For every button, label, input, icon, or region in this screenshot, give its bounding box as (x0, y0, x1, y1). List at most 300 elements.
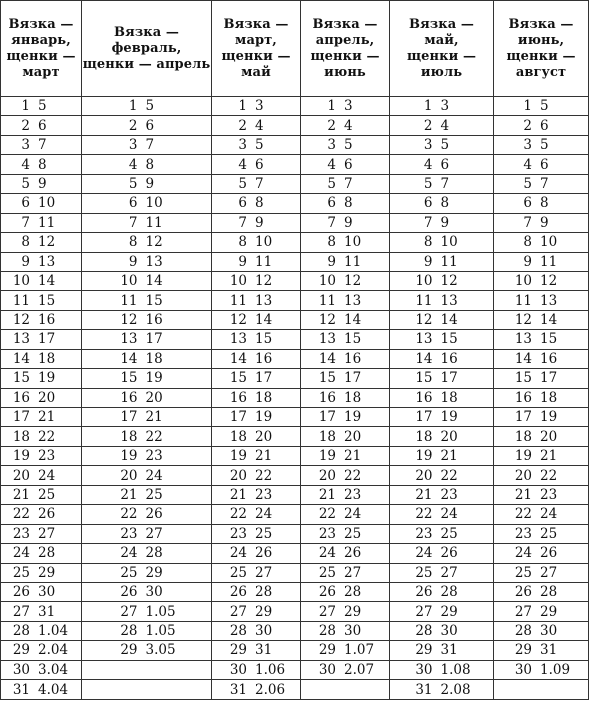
whelping-date: 9 (145, 175, 155, 192)
whelping-date: 22 (145, 428, 163, 445)
whelping-date: 24 (440, 506, 458, 523)
mating-day: 14 (318, 350, 336, 367)
whelping-date: 28 (540, 584, 558, 601)
mating-day: 25 (229, 564, 247, 581)
column-header-line: щенки — (221, 48, 291, 64)
whelping-date: 28 (344, 584, 362, 601)
date-cell (82, 621, 212, 640)
whelping-date: 5 (540, 137, 549, 154)
mating-day: 24 (318, 545, 336, 562)
mating-day: 6 (238, 195, 247, 212)
table-row (1, 544, 589, 563)
mating-day: 27 (12, 603, 30, 620)
date-cell (390, 116, 494, 135)
date-cell (390, 97, 494, 116)
mating-day: 22 (514, 506, 532, 523)
mating-day: 20 (318, 467, 336, 484)
mating-day: 10 (318, 273, 336, 290)
date-cell (212, 252, 301, 271)
mating-day: 21 (229, 486, 247, 503)
table-row (1, 155, 589, 174)
date-cell (390, 369, 494, 388)
whelping-date: 24 (38, 467, 56, 484)
table-row (1, 485, 589, 504)
mating-day: 18 (318, 428, 336, 445)
mating-day: 8 (21, 234, 30, 251)
date-cell (82, 174, 212, 193)
mating-day: 3 (523, 137, 532, 154)
whelping-date: 5 (344, 137, 353, 154)
whelping-date: 3 (344, 98, 353, 115)
mating-day: 25 (318, 564, 336, 581)
whelping-date: 4 (440, 117, 450, 134)
date-cell (82, 252, 212, 271)
mating-day: 3 (423, 137, 433, 154)
column-header-line: щенки — апрель (82, 56, 211, 72)
column-header-line: щенки — (310, 48, 380, 64)
table-row (1, 505, 589, 524)
whelping-date: 16 (38, 312, 56, 329)
mating-day: 15 (415, 370, 433, 387)
date-cell (82, 544, 212, 563)
whelping-date: 7 (38, 137, 47, 154)
mating-day: 27 (229, 603, 247, 620)
mating-day: 19 (514, 448, 532, 465)
whelping-date: 19 (440, 409, 458, 426)
whelping-date: 18 (344, 389, 362, 406)
date-cell (82, 582, 212, 601)
whelping-date: 1.07 (344, 642, 375, 659)
column-header-line: февраль, (111, 40, 182, 56)
whelping-date: 18 (440, 389, 458, 406)
date-cell (1, 446, 82, 465)
date-cell (494, 135, 589, 154)
mating-day: 11 (514, 292, 532, 309)
mating-day: 5 (423, 175, 433, 192)
table-row (1, 660, 589, 679)
mating-day: 16 (120, 389, 138, 406)
table-row (1, 194, 589, 213)
whelping-date: 14 (145, 273, 163, 290)
mating-day: 21 (514, 486, 532, 503)
mating-day: 6 (128, 195, 138, 212)
mating-day: 1 (21, 98, 30, 115)
mating-day: 13 (514, 331, 532, 348)
mating-day: 14 (12, 350, 30, 367)
date-cell (301, 369, 390, 388)
whelping-date: 23 (145, 448, 163, 465)
whelping-date: 20 (344, 428, 362, 445)
table-row (1, 330, 589, 349)
table-row (1, 349, 589, 368)
whelping-date: 16 (440, 350, 458, 367)
whelping-date: 25 (440, 525, 458, 542)
date-cell (390, 233, 494, 252)
mating-day: 26 (415, 584, 433, 601)
whelping-date: 24 (145, 467, 163, 484)
whelping-date: 8 (38, 156, 47, 173)
date-cell (301, 621, 390, 640)
mating-day: 25 (415, 564, 433, 581)
whelping-date: 23 (255, 486, 273, 503)
mating-day: 27 (120, 603, 138, 620)
whelping-date: 20 (255, 428, 273, 445)
date-cell (82, 349, 212, 368)
whelping-date: 18 (255, 389, 273, 406)
mating-day: 20 (229, 467, 247, 484)
whelping-date: 22 (344, 467, 362, 484)
mating-day: 22 (120, 506, 138, 523)
whelping-date: 26 (344, 545, 362, 562)
date-cell (390, 524, 494, 543)
whelping-date: 3 (440, 98, 450, 115)
whelping-date: 30 (38, 584, 56, 601)
date-cell (212, 116, 301, 135)
date-cell (1, 408, 82, 427)
date-cell (390, 330, 494, 349)
whelping-date: 27 (344, 564, 362, 581)
mating-day: 12 (229, 312, 247, 329)
whelping-date: 2.08 (440, 681, 471, 698)
date-cell (301, 155, 390, 174)
whelping-date: 24 (540, 506, 558, 523)
whelping-date: 7 (344, 175, 353, 192)
date-cell (1, 233, 82, 252)
whelping-date: 31 (255, 642, 273, 659)
mating-day: 23 (120, 525, 138, 542)
date-cell (1, 252, 82, 271)
date-cell (301, 252, 390, 271)
date-cell (212, 388, 301, 407)
mating-day: 22 (318, 506, 336, 523)
mating-day: 12 (514, 312, 532, 329)
column-header (494, 1, 589, 97)
date-cell (82, 446, 212, 465)
date-cell (82, 641, 212, 660)
date-cell (494, 408, 589, 427)
whelping-date: 12 (255, 273, 273, 290)
date-cell (212, 544, 301, 563)
mating-day: 21 (12, 486, 30, 503)
table-row (1, 582, 589, 601)
whelping-date: 14 (540, 312, 558, 329)
date-cell (212, 174, 301, 193)
date-cell (494, 680, 589, 700)
mating-day: 11 (12, 292, 30, 309)
whelping-date: 29 (344, 603, 362, 620)
date-cell (390, 194, 494, 213)
date-cell (212, 505, 301, 524)
whelping-date: 5 (440, 137, 450, 154)
whelping-date: 2.06 (255, 681, 286, 698)
mating-day: 2 (523, 117, 532, 134)
whelping-date: 22 (440, 467, 458, 484)
mating-day: 12 (12, 312, 30, 329)
mating-day: 13 (12, 331, 30, 348)
table-row (1, 641, 589, 660)
whelping-date: 16 (145, 312, 163, 329)
date-cell (1, 563, 82, 582)
date-cell (82, 97, 212, 116)
whelping-date: 1.09 (540, 661, 571, 678)
column-header-line: Вязка — (114, 24, 179, 40)
mating-day: 16 (318, 389, 336, 406)
mating-day: 22 (415, 506, 433, 523)
date-cell (494, 97, 589, 116)
mating-day: 29 (229, 642, 247, 659)
date-cell (212, 524, 301, 543)
date-cell (1, 544, 82, 563)
date-cell (494, 563, 589, 582)
whelping-date: 30 (255, 623, 273, 640)
whelping-date: 27 (145, 525, 163, 542)
mating-day: 9 (327, 253, 336, 270)
mating-day: 31 (229, 681, 247, 698)
date-cell (212, 485, 301, 504)
date-cell (212, 660, 301, 679)
mating-day: 13 (415, 331, 433, 348)
date-cell (390, 349, 494, 368)
whelping-date: 2.04 (38, 642, 69, 659)
mating-day: 29 (514, 642, 532, 659)
table-row (1, 310, 589, 329)
whelping-date: 25 (540, 525, 558, 542)
column-header-line: Вязка — (508, 16, 574, 32)
whelping-date: 2.07 (344, 661, 375, 678)
table-row (1, 213, 589, 232)
mating-day: 16 (415, 389, 433, 406)
date-cell (1, 213, 82, 232)
whelping-date: 6 (38, 117, 47, 134)
whelping-date: 28 (38, 545, 56, 562)
mating-day: 2 (21, 117, 30, 134)
whelping-date: 14 (38, 273, 56, 290)
mating-day: 8 (327, 234, 336, 251)
table-row (1, 97, 589, 116)
whelping-date: 25 (344, 525, 362, 542)
whelping-date: 13 (255, 292, 273, 309)
date-cell (301, 194, 390, 213)
mating-day: 9 (128, 253, 138, 270)
mating-day: 22 (12, 506, 30, 523)
mating-day: 15 (318, 370, 336, 387)
whelping-date: 7 (440, 175, 450, 192)
mating-day: 18 (120, 428, 138, 445)
date-cell (301, 524, 390, 543)
date-cell (212, 271, 301, 290)
date-cell (390, 505, 494, 524)
whelping-date: 26 (440, 545, 458, 562)
whelping-date: 5 (255, 137, 264, 154)
whelping-date: 17 (38, 331, 56, 348)
mating-day: 26 (120, 584, 138, 601)
date-cell (212, 369, 301, 388)
whelping-date: 31 (440, 642, 458, 659)
date-cell (1, 524, 82, 543)
date-cell (494, 544, 589, 563)
mating-day: 11 (318, 292, 336, 309)
mating-day: 2 (238, 117, 247, 134)
mating-day: 1 (327, 98, 336, 115)
mating-day: 8 (238, 234, 247, 251)
whelping-date: 1.08 (440, 661, 471, 678)
date-cell (1, 97, 82, 116)
whelping-date: 21 (344, 448, 362, 465)
mating-day: 5 (327, 175, 336, 192)
mating-day: 9 (238, 253, 247, 270)
date-cell (390, 310, 494, 329)
whelping-date: 8 (255, 195, 264, 212)
mating-day: 24 (12, 545, 30, 562)
date-cell (494, 505, 589, 524)
mating-day: 4 (21, 156, 30, 173)
whelping-date: 6 (540, 117, 549, 134)
date-cell (212, 641, 301, 660)
date-cell (301, 427, 390, 446)
mating-day: 23 (318, 525, 336, 542)
date-cell (390, 466, 494, 485)
date-cell (494, 621, 589, 640)
mating-day: 3 (327, 137, 336, 154)
table-row (1, 408, 589, 427)
mating-day: 16 (514, 389, 532, 406)
mating-day: 12 (415, 312, 433, 329)
whelping-date: 8 (145, 156, 155, 173)
table-row (1, 233, 589, 252)
date-cell (390, 408, 494, 427)
whelping-date: 9 (38, 175, 47, 192)
date-cell (390, 252, 494, 271)
date-cell (390, 291, 494, 310)
date-cell (82, 408, 212, 427)
date-cell (301, 408, 390, 427)
whelping-date: 1.06 (255, 661, 286, 678)
date-cell (390, 602, 494, 621)
whelping-date: 12 (540, 273, 558, 290)
whelping-date: 10 (255, 234, 273, 251)
date-cell (494, 602, 589, 621)
whelping-date: 25 (145, 486, 163, 503)
date-cell (494, 330, 589, 349)
whelping-date: 27 (440, 564, 458, 581)
date-cell (390, 135, 494, 154)
mating-day: 30 (415, 661, 433, 678)
date-cell (1, 135, 82, 154)
date-cell (494, 641, 589, 660)
whelping-date: 19 (38, 370, 56, 387)
date-cell (212, 602, 301, 621)
date-cell (301, 544, 390, 563)
mating-day: 20 (120, 467, 138, 484)
date-cell (1, 155, 82, 174)
mating-day: 10 (415, 273, 433, 290)
date-cell (1, 505, 82, 524)
mating-day: 13 (229, 331, 247, 348)
mating-day: 15 (12, 370, 30, 387)
mating-day: 19 (415, 448, 433, 465)
whelping-date: 7 (145, 137, 155, 154)
whelping-date: 19 (344, 409, 362, 426)
date-cell (1, 485, 82, 504)
date-cell (494, 524, 589, 543)
whelping-date: 15 (344, 331, 362, 348)
whelping-date: 10 (145, 195, 163, 212)
column-header-line: щенки — (506, 48, 576, 64)
mating-day: 24 (229, 545, 247, 562)
mating-day: 14 (229, 350, 247, 367)
date-cell (212, 135, 301, 154)
mating-day: 25 (12, 564, 30, 581)
column-header-line: щенки — (6, 48, 76, 64)
date-cell (212, 680, 301, 700)
mating-day: 21 (120, 486, 138, 503)
date-cell (390, 271, 494, 290)
mating-day: 1 (238, 98, 247, 115)
whelping-date: 17 (255, 370, 273, 387)
mating-day: 24 (120, 545, 138, 562)
mating-day: 17 (12, 409, 30, 426)
mating-day: 12 (318, 312, 336, 329)
mating-day: 7 (423, 214, 433, 231)
date-cell (82, 233, 212, 252)
date-cell (82, 427, 212, 446)
date-cell (212, 349, 301, 368)
mating-day: 10 (229, 273, 247, 290)
mating-day: 7 (327, 214, 336, 231)
date-cell (301, 641, 390, 660)
date-cell (494, 155, 589, 174)
date-cell (390, 641, 494, 660)
whelping-date: 30 (145, 584, 163, 601)
whelping-date: 6 (255, 156, 264, 173)
table-row (1, 563, 589, 582)
whelping-date: 15 (440, 331, 458, 348)
mating-day: 30 (229, 661, 247, 678)
mating-day: 29 (120, 642, 138, 659)
table-row (1, 388, 589, 407)
whelping-date: 9 (540, 214, 549, 231)
mating-day: 15 (229, 370, 247, 387)
whelping-date: 19 (255, 409, 273, 426)
date-cell (494, 291, 589, 310)
mating-day: 4 (128, 156, 138, 173)
date-cell (212, 427, 301, 446)
mating-day: 11 (120, 292, 138, 309)
date-cell (494, 271, 589, 290)
date-cell (82, 466, 212, 485)
mating-day: 2 (423, 117, 433, 134)
header-row (1, 1, 589, 97)
date-cell (301, 174, 390, 193)
date-cell (301, 310, 390, 329)
whelping-date: 20 (38, 389, 56, 406)
mating-day: 12 (120, 312, 138, 329)
mating-day: 8 (523, 234, 532, 251)
date-cell (82, 505, 212, 524)
date-cell (82, 271, 212, 290)
mating-day: 21 (318, 486, 336, 503)
table-row (1, 174, 589, 193)
mating-day: 26 (229, 584, 247, 601)
table-row (1, 116, 589, 135)
mating-day: 19 (120, 448, 138, 465)
table-row (1, 271, 589, 290)
whelping-date: 31 (38, 603, 56, 620)
date-cell (212, 310, 301, 329)
mating-day: 30 (318, 661, 336, 678)
mating-day: 4 (238, 156, 247, 173)
mating-day: 11 (229, 292, 247, 309)
